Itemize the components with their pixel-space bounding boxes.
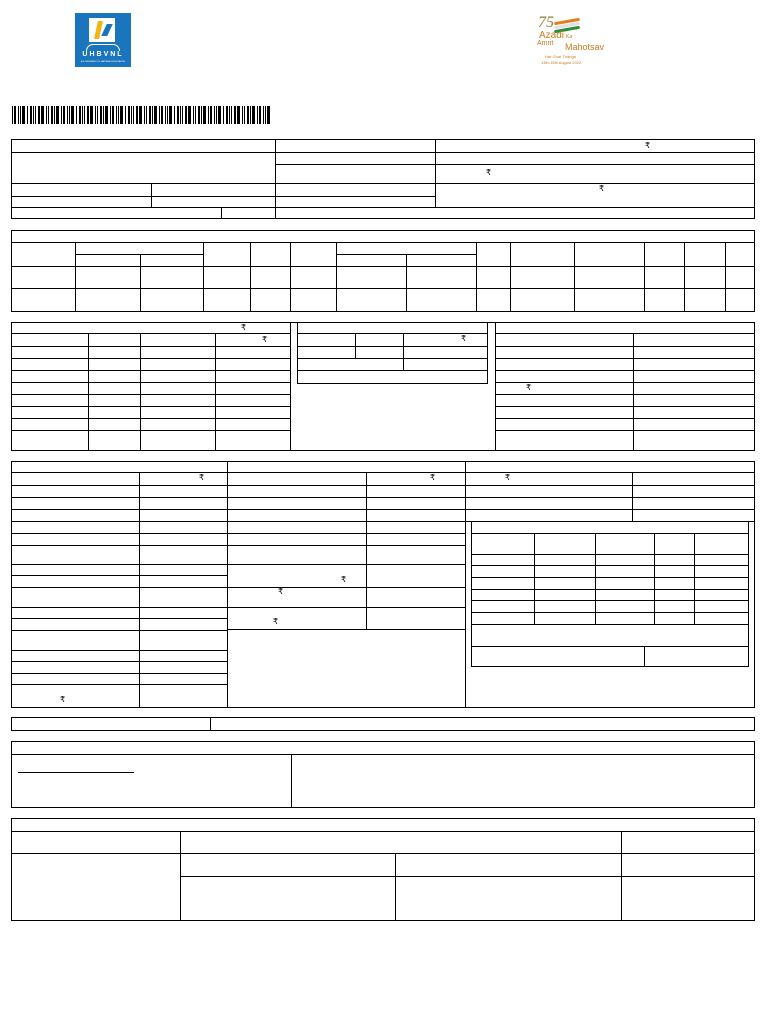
grid-line [395, 853, 396, 921]
charges-panel-middle [290, 322, 496, 451]
barcode-bar [214, 106, 215, 124]
barcode-bar [84, 106, 85, 124]
barcode-bar [149, 106, 151, 124]
barcode-bar [226, 106, 228, 124]
barcode-bar [144, 106, 145, 124]
grid-line [12, 406, 290, 407]
barcode-bar [210, 106, 212, 124]
grid-line [472, 600, 748, 601]
grid-line [140, 254, 141, 312]
barcode-bar [71, 106, 74, 124]
grid-line [12, 430, 290, 431]
grid-line [12, 485, 754, 486]
barcode-bar [97, 106, 98, 124]
barcode-bar [223, 106, 224, 124]
grid-line [496, 370, 754, 371]
barcode-bar [105, 106, 108, 124]
grid-line [510, 242, 511, 312]
barcode-bar [79, 106, 81, 124]
emblem-pole [94, 21, 103, 39]
grid-line [12, 853, 754, 854]
grid-line [12, 754, 754, 755]
grid-line [297, 333, 488, 334]
barcode-bar [159, 106, 160, 124]
grid-line [472, 646, 748, 647]
grid-line [151, 183, 152, 208]
grid-line [496, 430, 754, 431]
barcode-bar [63, 106, 65, 124]
grid-line [644, 646, 645, 666]
barcode-bar [218, 106, 221, 124]
barcode-bar [182, 106, 183, 124]
grid-line [644, 242, 645, 312]
grid-line [221, 207, 222, 219]
barcode-icon [12, 106, 270, 124]
grid-line [12, 661, 228, 662]
barcode-bar [195, 106, 196, 124]
barcode-bar [136, 106, 138, 124]
barcode-bar [35, 106, 36, 124]
grid-line [12, 545, 466, 546]
grid-line [297, 370, 488, 371]
grid-line [684, 242, 685, 312]
grid-line [12, 346, 290, 347]
barcode-bar [18, 106, 19, 124]
billing-block [11, 461, 755, 708]
grid-line [725, 242, 726, 312]
grid-line [140, 333, 141, 451]
grid-line [12, 533, 466, 534]
grid-line [12, 152, 754, 153]
barcode-bar [242, 106, 243, 124]
grid-line [435, 140, 436, 208]
barcode-bar [263, 106, 264, 124]
barcode-bar [237, 106, 240, 124]
grid-line [476, 242, 477, 312]
grid-line [12, 575, 228, 576]
barcode-bar [247, 106, 249, 124]
summary-strip [11, 717, 755, 731]
grid-line [496, 382, 754, 383]
barcode-bar [54, 106, 55, 124]
grid-line [336, 242, 337, 312]
barcode-bar [193, 106, 194, 124]
grid-line [12, 607, 228, 608]
grid-line [496, 418, 754, 419]
rupee-symbol: ₹ [526, 383, 532, 392]
rupee-symbol: ₹ [278, 587, 284, 596]
barcode-bar [203, 106, 206, 124]
barcode-bar [95, 106, 96, 124]
grid-line [297, 346, 488, 347]
barcode-bar [146, 106, 147, 124]
barcode-bar [133, 106, 134, 124]
barcode-bar [61, 106, 62, 124]
slab-table [471, 521, 749, 667]
barcode-bar [51, 106, 53, 124]
grid-line [210, 718, 211, 730]
grid-line [291, 754, 292, 808]
grid-line [406, 254, 407, 312]
campaign-word-mahotsav: Mahotsav [565, 42, 605, 52]
grid-line [75, 254, 203, 255]
grid-line [227, 629, 466, 630]
barcode-bar [33, 106, 34, 124]
grid-line [472, 624, 748, 625]
barcode-bar [82, 106, 83, 124]
barcode-bar [208, 106, 209, 124]
rupee-symbol: ₹ [486, 168, 492, 177]
barcode-bar [216, 106, 217, 124]
barcode-bar [154, 106, 157, 124]
barcode-bar [38, 106, 40, 124]
barcode-bar [128, 106, 130, 124]
azadi-ka-amrit-mahotsav-logo [528, 14, 605, 66]
grid-line [496, 358, 754, 359]
grid-line [12, 564, 466, 565]
barcode-bar [100, 106, 102, 124]
grid-line [12, 472, 754, 473]
grid-line [472, 577, 748, 578]
grid-line [12, 630, 228, 631]
grid-line [180, 876, 754, 877]
grid-line [12, 288, 754, 289]
grid-line [275, 140, 276, 208]
grid-line [12, 509, 754, 510]
campaign-slogan: Har Ghar Tiranga [545, 54, 576, 59]
campaign-dates: 13th-15th August 2022 [541, 60, 582, 65]
barcode-bar [116, 106, 117, 124]
grid-line [12, 370, 290, 371]
grid-line [465, 462, 466, 708]
grid-line [250, 242, 251, 312]
barcode-bar [131, 106, 132, 124]
barcode-bar [46, 106, 47, 124]
meter-reading-table [11, 230, 755, 312]
grid-line [574, 242, 575, 312]
barcode-bar [169, 106, 172, 124]
grid-line [621, 831, 622, 921]
rupee-symbol: ₹ [430, 473, 436, 482]
emblem-arc [86, 44, 120, 51]
grid-line [472, 533, 748, 534]
grid-line [694, 533, 695, 624]
barcode-bar [112, 106, 114, 124]
grid-line [12, 382, 290, 383]
barcode-bar [265, 106, 266, 124]
barcode-bar [90, 106, 93, 124]
campaign-word-amrit: Amrit [537, 40, 554, 47]
barcode-bar [165, 106, 166, 124]
grid-line [227, 607, 466, 608]
barcode-bar [180, 106, 181, 124]
barcode-bar [14, 106, 16, 124]
barcode-bar [110, 106, 111, 124]
barcode-bar [76, 106, 77, 124]
barcode-bar [69, 106, 70, 124]
grid-line [297, 383, 488, 384]
barcode-bar [244, 106, 245, 124]
grid-line [534, 533, 535, 624]
grid-line [12, 333, 290, 334]
grid-line [472, 554, 748, 555]
grid-line [12, 358, 290, 359]
grid-line [12, 207, 754, 208]
grid-line [12, 831, 754, 832]
campaign-word-azadi: Azadi [539, 30, 565, 41]
grid-line [472, 612, 748, 613]
barcode-bar [229, 106, 230, 124]
signature-block [11, 741, 755, 808]
grid-line [355, 333, 356, 358]
barcode-bar [152, 106, 153, 124]
utility-emblem-icon [89, 18, 115, 42]
barcode-bar [201, 106, 202, 124]
grid-line [12, 394, 290, 395]
barcode-bar [267, 106, 270, 124]
grid-line [12, 418, 290, 419]
grid-line [215, 333, 216, 451]
barcode-bar [161, 106, 163, 124]
consumer-details-table [11, 139, 755, 219]
grid-line [496, 346, 754, 347]
grid-line [366, 472, 367, 629]
grid-line [496, 394, 754, 395]
grid-line [180, 831, 181, 921]
grid-line [75, 242, 76, 312]
grid-line [297, 358, 488, 359]
barcode-bar [56, 106, 59, 124]
emblem-bolt [101, 24, 113, 36]
barcode-bar [103, 106, 104, 124]
grid-line [595, 533, 596, 624]
barcode-bar [185, 106, 187, 124]
rupee-symbol: ₹ [199, 473, 205, 482]
grid-line [496, 333, 754, 334]
grid-line [88, 333, 89, 451]
barcode-bar [198, 106, 200, 124]
barcode-bar [177, 106, 179, 124]
grid-line [275, 207, 276, 219]
grid-line [12, 587, 466, 588]
barcode-bar [118, 106, 119, 124]
barcode-bar [12, 106, 13, 124]
grid-line [12, 650, 228, 651]
grid-line [275, 164, 754, 165]
grid-line [12, 266, 754, 267]
barcode-bar [257, 106, 258, 124]
grid-line [12, 196, 436, 197]
barcode-bar [250, 106, 251, 124]
grid-line [12, 242, 754, 243]
signature-line [18, 772, 134, 773]
rupee-symbol: ₹ [273, 617, 279, 626]
rupee-symbol: ₹ [645, 141, 651, 150]
rupee-symbol: ₹ [461, 334, 467, 343]
uhbvnl-logo [75, 13, 131, 67]
barcode-bar [27, 106, 28, 124]
campaign-number: 75 [538, 14, 554, 31]
rupee-symbol: ₹ [60, 695, 66, 704]
grid-line [12, 618, 228, 619]
grid-line [403, 333, 404, 370]
grid-line [472, 565, 748, 566]
barcode-bar [30, 106, 32, 124]
barcode-bar [252, 106, 255, 124]
grid-line [227, 462, 228, 708]
grid-line [290, 242, 291, 312]
logo-tagline: A GOVERNMENT OF HARYANA UNDERTAKING [80, 61, 126, 63]
barcode-bar [188, 106, 191, 124]
charges-panel-left [11, 322, 291, 451]
barcode-bar [87, 106, 89, 124]
rupee-symbol: ₹ [505, 473, 511, 482]
barcode-bar [120, 106, 123, 124]
grid-line [472, 589, 748, 590]
grid-line [12, 673, 228, 674]
grid-line [12, 183, 754, 184]
barcode-bar [67, 106, 68, 124]
rupee-symbol: ₹ [262, 335, 268, 344]
barcode-bar [125, 106, 126, 124]
charges-panel-right [495, 322, 755, 451]
grid-line [12, 684, 228, 685]
logo-name: UHBVNL [82, 51, 124, 58]
barcode-bar [20, 106, 21, 124]
grid-line [633, 333, 634, 451]
payment-block [11, 818, 755, 921]
rupee-symbol: ₹ [241, 323, 247, 332]
barcode-bar [231, 106, 232, 124]
grid-line [496, 406, 754, 407]
grid-line [203, 242, 204, 312]
rupee-symbol: ₹ [341, 575, 347, 584]
rupee-symbol: ₹ [599, 184, 605, 193]
barcode-bar [41, 106, 44, 124]
barcode-bar [139, 106, 142, 124]
campaign-word-ka: Ka [566, 34, 573, 40]
grid-line [12, 497, 754, 498]
grid-line [654, 533, 655, 624]
barcode-bar [167, 106, 168, 124]
barcode-bar [48, 106, 49, 124]
barcode-bar [259, 106, 261, 124]
barcode-bar [22, 106, 25, 124]
barcode-bar [174, 106, 175, 124]
barcode-bar [234, 106, 236, 124]
